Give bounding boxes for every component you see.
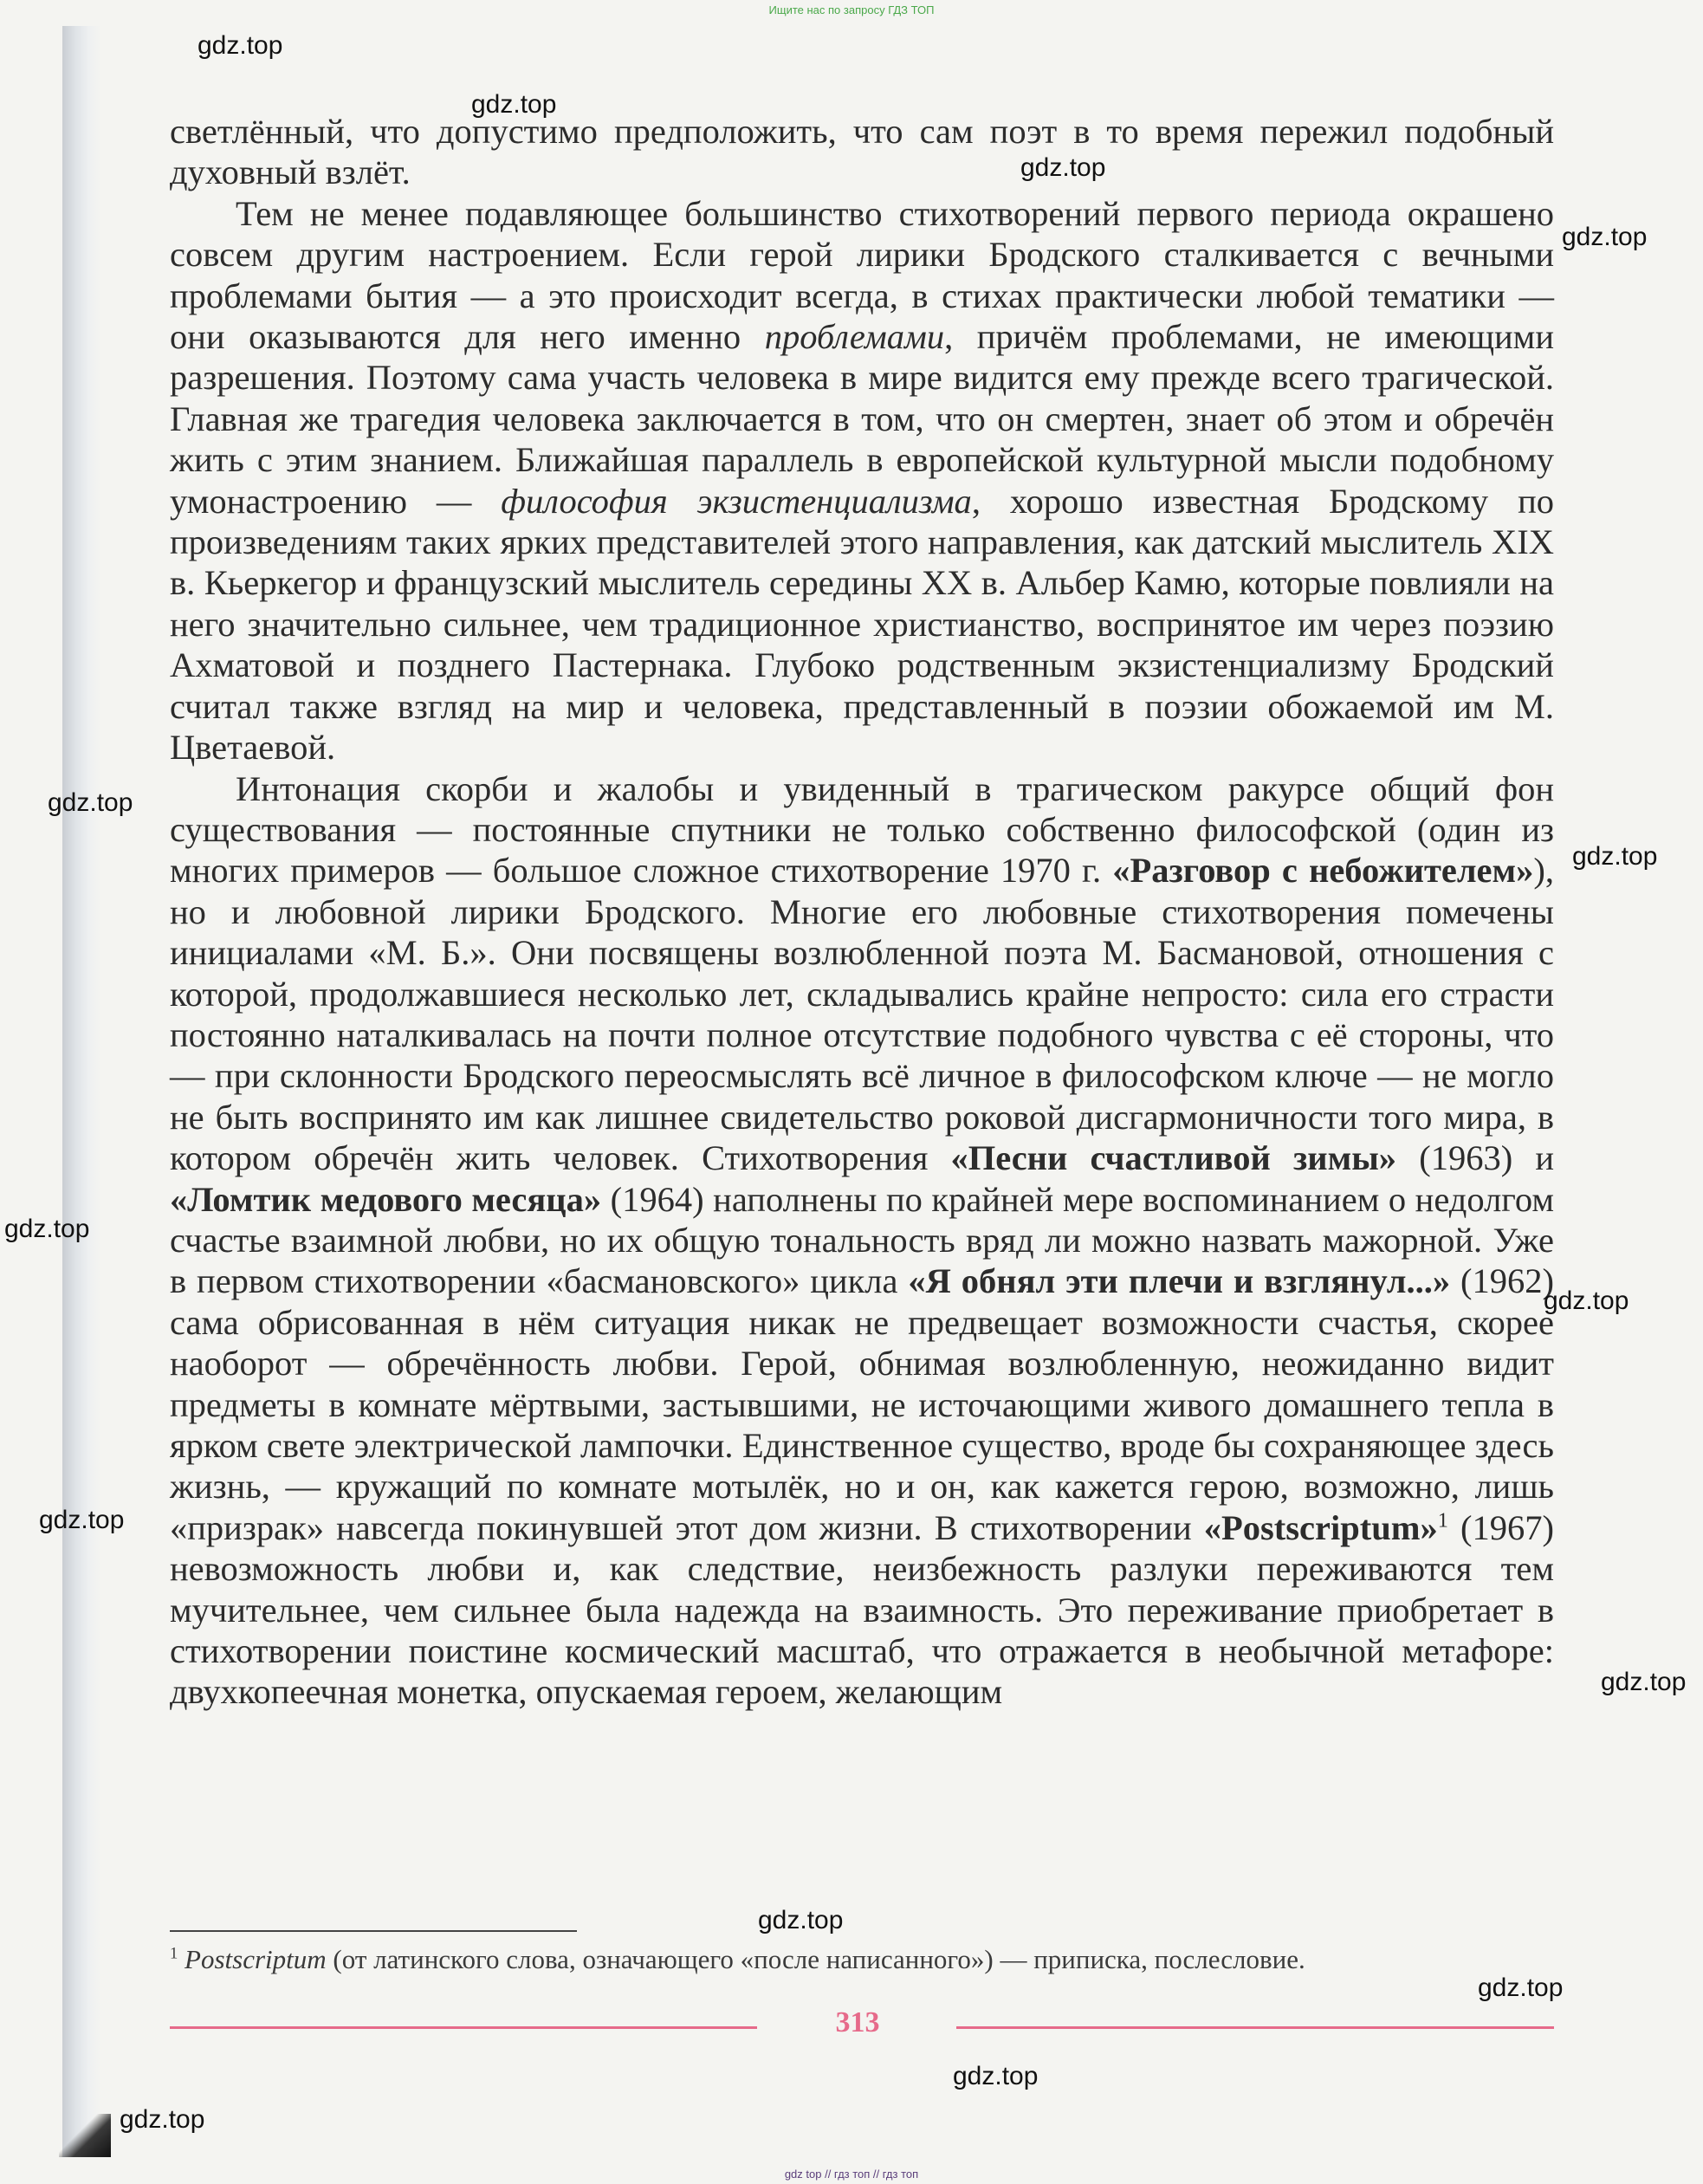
watermark: gdz.top — [39, 1506, 125, 1534]
watermark: gdz.top — [1601, 1668, 1687, 1696]
watermark: gdz.top — [120, 2105, 205, 2134]
footnote-ref: 1 — [1437, 1508, 1448, 1533]
watermark: gdz.top — [1020, 153, 1106, 182]
footnote-separator — [170, 1930, 577, 1932]
footnote — [170, 1942, 1554, 1977]
italic-term: проблемами — [764, 317, 945, 357]
watermark: gdz.top — [471, 90, 557, 119]
watermark: gdz.top — [953, 2062, 1039, 2090]
page-rule-right — [956, 2026, 1554, 2029]
book-spine-shadow — [62, 26, 100, 2157]
bold-title: «Я обнял эти плечи и взглянул...» — [908, 1261, 1451, 1301]
footnote-term: Postscriptum — [185, 1944, 327, 1974]
watermark: gdz.top — [1562, 223, 1648, 251]
text-run: (1962) сама обрисованная в нём ситуация никак не предвещает возможности счастья, скорее наоборот — обречённость любви. Герой, обнимая возлюбленную, неожиданно видит предметы в комнате мёртвыми, застывшими, не источающими живого домашнего тепла в ярком свете электрической лампочки. Единственное существо, вроде бы сохраняющее здесь жизнь, — кружащий по комнате мотылёк, но и он, как кажется герою, возможно, лишь «призрак» навсегда покинувшей этот дом жизни. В стихотворении — [170, 1261, 1554, 1547]
text-run: ), но и любовной лирики Бродского. Многие его любовные стихотворения помечены инициалами «М. Б.». Они посвящены возлюбленной поэта М. Басмановой, отношения с которой, продолжавшиеся несколько лет, складывались крайне непросто: сила его страсти постоянно наталкивалась на почти полное отсутствие подобного чувства с её стороны, что — при склонности Бродского переосмыслять всё личное в философском ключе — не могло не быть воспринято им как лишнее свидетельство роковой дисгармоничности того мира, в котором обречён жить человек. Стихотворения — [170, 851, 1554, 1178]
text-run: (1967) невозможность любви и, как следствие, неизбежность разлуки переживаются тем мучительнее, чем сильнее была надежда на взаимность. Это переживание приобретает в стихотворении поистине космический масштаб, что отражается в необычной метафоре: двухкопеечная монетка, опускаемая героем, желающим — [170, 1507, 1554, 1712]
page-body-text — [170, 111, 1554, 1713]
top-banner: Ищите нас по запросу ГДЗ ТОП — [768, 3, 935, 16]
watermark: gdz.top — [4, 1215, 90, 1243]
text-run: Интонация скорби и жалобы и увиденный в трагическом ракурсе общий фон существования — постоянные спутники не только собственно философской (один из многих примеров — большое сложное стихотворение 1970 г. — [170, 768, 1554, 891]
footnote-text: (от латинского слова, означающего «после написанного») — приписка, послесловие. — [326, 1944, 1305, 1974]
bottom-banner: gdz top // гдз топ // гдз топ — [784, 2168, 919, 2181]
watermark: gdz.top — [1478, 1973, 1564, 2002]
watermark: gdz.top — [1572, 842, 1658, 871]
paragraph — [170, 193, 1554, 768]
text-run: , хорошо известная Бродскому по произведениям таких ярких представителей этого направления, как датский мыслитель XIX в. Кьеркегор и французский мыслитель середины XX в. Альбер Камю, которые повлияли на него значительно сильнее, чем традиционное христианство, воспринятое им через поэзию Ахматовой и позднего Пастернака. Глубоко родственным экзистенциализму Бродский считал также взгляд на мир и человека, представленный в поэзии обожаемой им М. Цветаевой. — [170, 481, 1554, 768]
bold-title: «Postscriptum» — [1203, 1507, 1438, 1547]
watermark: gdz.top — [197, 31, 283, 60]
watermark: gdz.top — [48, 788, 133, 817]
bold-title: «Песни счастливой зимы» — [950, 1138, 1397, 1178]
text-run: (1964) наполнены по крайней мере воспоминанием о недолгом счастье взаимной любви, но их общую тональность вряд ли можно назвать мажорной. Уже в первом стихотворении «басмановского» цикла — [170, 1179, 1554, 1301]
text-run: , причём проблемами, не имеющими разрешения. Поэтому сама участь человека в мире видится ему прежде всего трагической. Главная же трагедия человека заключается в том, что он смертен, знает об этом и обречён жить с этим знанием. Ближайшая параллель в европейской культурной мысли подобному умонастроению — — [170, 317, 1554, 521]
footnote-marker: 1 — [170, 1944, 178, 1963]
bold-title: «Разговор с небожителем» — [1112, 851, 1534, 891]
paragraph-continuation — [170, 111, 1554, 193]
book-corner-shadow — [59, 2114, 111, 2157]
bold-title: «Ломтик медового месяца» — [170, 1179, 602, 1219]
text-run: светлённый, что допустимо предположить, что сам поэт в то время пережил подобный духовный взлёт. — [170, 112, 1554, 192]
text-run: Тем не менее подавляющее большинство стихотворений первого периода окрашено совсем другим настроением. Если герой лирики Бродского сталкивается с вечными проблемами бытия — а это происходит всегда, в стихах практически любой тематики — они оказываются для него именно — [170, 193, 1554, 357]
text-run: (1963) и — [1396, 1138, 1554, 1178]
watermark: gdz.top — [1544, 1286, 1629, 1315]
italic-term: философия экзистенциализма — [501, 481, 972, 521]
watermark: gdz.top — [758, 1906, 844, 1934]
paragraph — [170, 768, 1554, 1713]
page-number: 313 — [835, 2006, 880, 2038]
page-rule-left — [170, 2026, 757, 2029]
